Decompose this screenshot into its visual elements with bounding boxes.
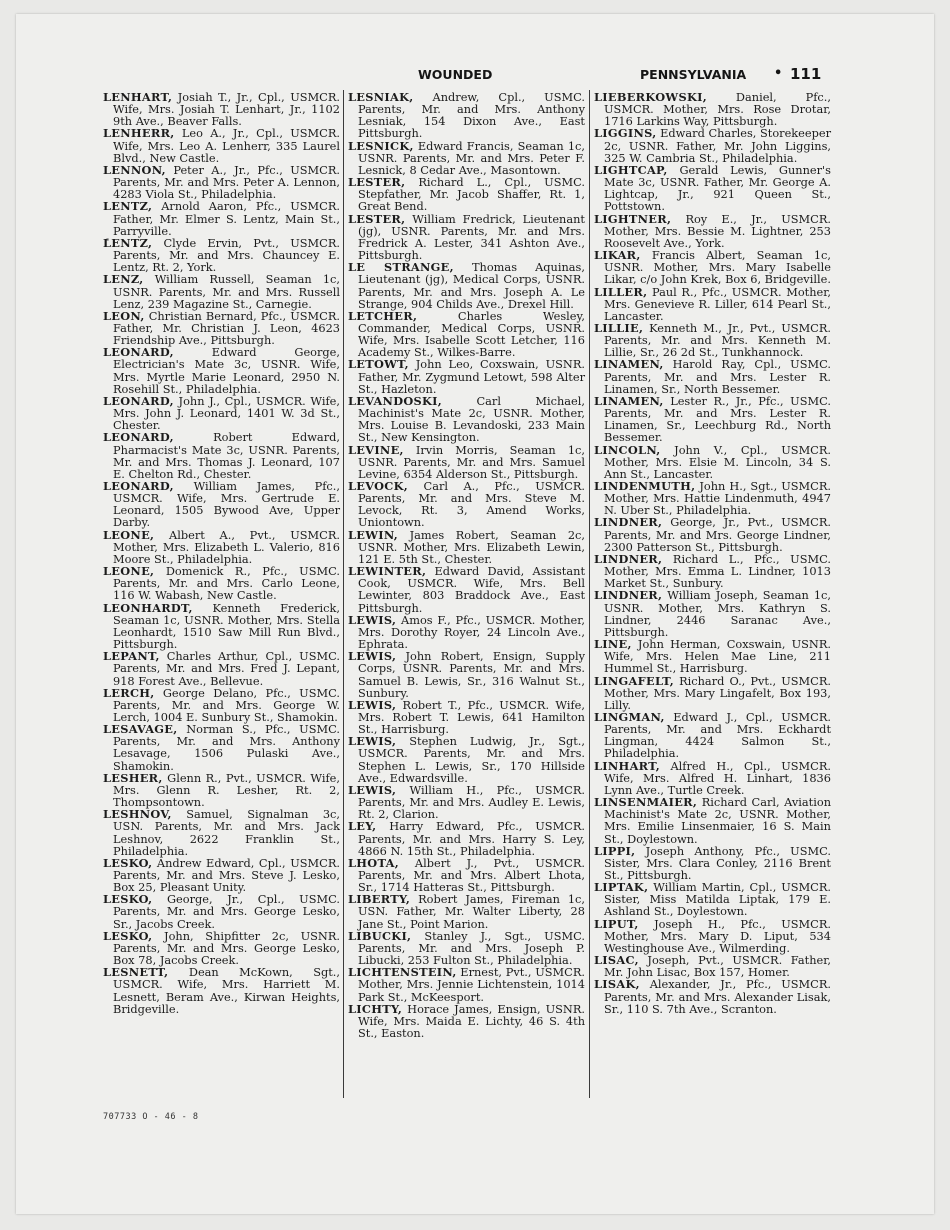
entry-surname: LESTER,	[348, 175, 406, 190]
casualty-entry	[348, 735, 585, 784]
entry-details: Richard O., Pvt., USMCR. Mother, Mrs. Mary Lingafelt, Box 193, Lilly.	[604, 673, 831, 712]
entry-surname: LEY,	[348, 819, 377, 834]
entry-details: Daniel, Pfc., USMCR. Mother, Mrs. Rose Drotar, 1716 Larkins Way, Pittsburgh.	[604, 90, 831, 129]
entry-surname: LESHER,	[103, 770, 163, 785]
entry-details: Stephen Ludwig, Jr., Sgt., USMCR. Parents, Mr. and Mrs. Stephen L. Lewis, Sr., 170 Hillside Ave., Edwardsville.	[358, 734, 585, 785]
entry-details: Christian Bernard, Pfc., USMCR. Father, Mr. Christian J. Leon, 4623 Friendship Ave., Pittsburgh.	[113, 308, 341, 348]
entry-surname: LIGHTCAP,	[594, 162, 668, 177]
casualty-entry	[348, 784, 585, 820]
entry-details: Robert James, Fireman 1c, USN. Father, Mr. Walter Liberty, 28 Jane St., Point Marion.	[358, 892, 585, 931]
casualty-entry	[348, 310, 585, 359]
casualty-entry	[348, 1003, 585, 1039]
entry-surname: LENHART,	[103, 90, 173, 104]
entry-details: Carl Michael, Machinist's Mate 2c, USNR. Mother, Mrs. Louise B. Levandoski, 233 Main St., New Kensington.	[358, 393, 585, 445]
casualty-entry	[348, 565, 585, 614]
column-1	[103, 91, 340, 1015]
casualty-entry	[103, 602, 340, 651]
entry-surname: LINDENMUTH,	[594, 479, 696, 493]
casualty-entry	[103, 237, 340, 273]
entry-surname: LEONE,	[103, 564, 155, 579]
entry-surname: LIGGINS,	[594, 126, 657, 141]
entry-details: William Martin, Cpl., USMCR. Sister, Miss Matilda Liptak, 179 E. Ashland St., Doylestown.	[604, 880, 832, 919]
entry-details: Paul R., Pfc., USMCR. Mother, Mrs. Genevieve R. Liller, 614 Pearl St., Lancaster.	[604, 284, 832, 323]
entry-surname: LINDNER,	[594, 551, 663, 566]
entry-surname: LESKO,	[103, 892, 153, 907]
entry-details: Lester R., Jr., Pfc., USMC. Parents, Mr. and Mrs. Lester R. Linamen, Sr., Leechburg Rd., North Bessemer.	[604, 393, 831, 445]
entry-surname: LESNETT,	[103, 965, 169, 980]
entry-details: John H., Sgt., USMCR. Mother, Mrs. Hattie Lindenmuth, 4947 N. Uber St., Philadelphia.	[604, 479, 831, 518]
column-3	[594, 91, 831, 1015]
entry-surname: LINAMEN,	[594, 357, 664, 372]
entry-details: Kenneth M., Jr., Pvt., USMCR. Parents, Mr. and Mrs. Kenneth M. Lillie, Sr., 26 2d St., Tunkhannock.	[604, 320, 832, 360]
entry-details: Arnold Aaron, Pfc., USMCR. Father, Mr. Elmer S. Lentz, Main St., Parryville.	[113, 199, 340, 238]
section-title: WOUNDED	[418, 67, 493, 82]
entry-surname: LEWIN,	[348, 527, 399, 542]
casualty-entry	[103, 200, 340, 236]
entry-details: Carl A., Pfc., USMCR. Parents, Mr. and Mrs. Steve M. Levock, Rt. 3, Amend Works, Uniontown.	[358, 479, 586, 530]
entry-surname: LENNON,	[103, 162, 166, 177]
casualty-entry	[594, 286, 831, 322]
entry-surname: LESNIAK,	[348, 90, 414, 104]
casualty-entry	[348, 358, 585, 394]
entry-surname: LEVANDOSKI,	[348, 393, 443, 408]
casualty-entry	[594, 358, 831, 394]
casualty-entry	[594, 164, 831, 213]
entry-details: George Delano, Pfc., USMC. Parents, Mr. and Mrs. George W. Lerch, 1004 E. Sunbury St., Shamokin.	[113, 685, 341, 724]
entry-surname: LINCOLN,	[594, 442, 661, 457]
casualty-entry	[103, 529, 340, 565]
entry-details: Norman S., Pfc., USMC. Parents, Mr. and Mrs. Anthony Lesavage, 1506 Pulaski Ave., Shamokin.	[113, 722, 341, 773]
entry-details: Andrew, Cpl., USMC. Parents, Mr. and Mrs. Anthony Lesniak, 154 Dixon Ave., East Pittsburgh.	[358, 90, 586, 141]
entry-surname: LENHERR,	[103, 126, 175, 141]
casualty-entry	[103, 893, 340, 929]
entry-surname: LINGMAN,	[594, 709, 665, 724]
entry-surname: LESTER,	[348, 211, 406, 226]
casualty-entry	[103, 273, 340, 309]
casualty-entry	[348, 213, 585, 262]
entry-surname: LINHART,	[594, 758, 660, 773]
entry-details: Edward George, Electrician's Mate 3c, USNR. Wife, Mrs. Myrtle Marie Leonard, 2950 N. Rosehill St., Philadelphia.	[113, 345, 340, 396]
entry-details: John, Shipfitter 2c, USNR. Parents, Mr. and Mrs. George Lesko, Box 78, Jacobs Creek.	[113, 928, 341, 968]
entry-details: George, Jr., Cpl., USMC. Parents, Mr. and Mrs. George Lesko, Sr., Jacobs Creek.	[113, 892, 341, 931]
entry-details: William Russell, Seaman 1c, USNR. Parents, Mr. and Mrs. Russell Lenz, 239 Magazine St., Carnegie.	[113, 272, 341, 311]
entry-surname: LICHTY,	[348, 1001, 403, 1016]
page-number: 111	[790, 65, 822, 83]
entry-details: John Robert, Ensign, Supply Corps, USNR. Parents, Mr. and Mrs. Samuel B. Lewis, Sr., 316 Walnut St., Sunbury.	[358, 649, 586, 700]
entry-surname: LESNICK,	[348, 138, 414, 153]
entry-details: Alfred H., Cpl., USMCR. Wife, Mrs. Alfred H. Linhart, 1836 Lynn Ave., Turtle Creek.	[604, 758, 831, 797]
entry-surname: LIBUCKI,	[348, 928, 412, 943]
entry-details: Peter A., Jr., Pfc., USMCR. Parents, Mr. and Mrs. Peter A. Lennon, 4283 Viola St., Philadelphia.	[113, 162, 340, 202]
entry-details: Amos F., Pfc., USMCR. Mother, Mrs. Dorothy Royer, 24 Lincoln Ave., Ephrata.	[358, 612, 585, 652]
casualty-entry	[103, 650, 340, 686]
casualty-entry	[103, 930, 340, 966]
entry-surname: LEPANT,	[103, 649, 160, 664]
entry-surname: LEWIS,	[348, 697, 397, 712]
casualty-entry	[594, 760, 831, 796]
entry-surname: LINDNER,	[594, 515, 663, 530]
entry-details: William Joseph, Seaman 1c, USNR. Mother, Mrs. Kathryn S. Lindner, 2446 Saranac Ave., Pittsburgh.	[604, 588, 831, 639]
entry-details: Albert A., Pvt., USMCR. Mother, Mrs. Elizabeth L. Valerio, 816 Moore St., Philadelphia.	[113, 527, 340, 566]
entry-surname: LETCHER,	[348, 308, 418, 323]
entry-details: Andrew Edward, Cpl., USMCR. Parents, Mr. and Mrs. Steve J. Lesko, Box 25, Pleasant Unity.	[113, 855, 340, 895]
casualty-entry	[348, 820, 585, 856]
casualty-entry	[594, 711, 831, 760]
entry-surname: LESKO,	[103, 855, 153, 870]
entry-surname: LINE,	[594, 637, 632, 652]
casualty-entry	[103, 808, 340, 857]
entry-details: Edward Charles, Storekeeper 2c, USNR. Father, Mr. John Liggins, 325 W. Cambria St., Philadelphia.	[604, 126, 832, 165]
entry-details: Stanley J., Sgt., USMC. Parents, Mr. and Mrs. Joseph P. Libucki, 253 Fulton St., Philadelphia.	[358, 928, 585, 968]
entry-surname: LHOTA,	[348, 855, 399, 870]
entry-surname: LIBERTY,	[348, 892, 411, 907]
casualty-entry	[594, 845, 831, 881]
entry-surname: LETOWT,	[348, 357, 409, 372]
entry-surname: LEWIS,	[348, 782, 397, 797]
entry-surname: LEWIS,	[348, 612, 397, 627]
casualty-entry	[103, 310, 340, 346]
column-rule	[343, 90, 344, 1098]
casualty-entry	[103, 127, 340, 163]
entry-details: Joseph, Pvt., USMCR. Father, Mr. John Lisac, Box 157, Homer.	[604, 953, 831, 980]
entry-details: John J., Cpl., USMCR. Wife, Mrs. John J. Leonard, 1401 W. 3d St., Chester.	[113, 393, 341, 433]
casualty-entry	[348, 857, 585, 893]
casualty-entry	[103, 164, 340, 200]
casualty-entry	[594, 954, 831, 978]
casualty-entry	[594, 589, 831, 638]
casualty-entry	[348, 930, 585, 966]
entry-details: Robert Edward, Pharmacist's Mate 3c, USNR. Parents, Mr. and Mrs. Thomas J. Leonard, 107 E. Chelton Rd., Chester.	[113, 430, 340, 481]
entry-details: George, Jr., Pvt., USMCR. Parents, Mr. and Mrs. George Lindner, 2300 Patterson St., Pittsburgh.	[604, 515, 831, 554]
casualty-entry	[348, 140, 585, 176]
entry-surname: LISAC,	[594, 953, 639, 968]
casualty-entry	[594, 638, 831, 674]
casualty-entry	[594, 553, 831, 589]
casualty-entry	[594, 881, 831, 917]
page-header	[0, 67, 950, 85]
entry-surname: LEVINE,	[348, 442, 404, 457]
casualty-entry	[594, 444, 831, 480]
entry-details: John V., Cpl., USMCR. Mother, Mrs. Elsie M. Lincoln, 34 S. Ann St., Lancaster.	[604, 442, 832, 481]
column-rule	[589, 90, 590, 1098]
casualty-entry	[348, 614, 585, 650]
entry-details: Robert T., Pfc., USMCR. Wife, Mrs. Robert T. Lewis, 641 Hamilton St., Harrisburg.	[358, 697, 585, 737]
entry-surname: LESHNOV,	[103, 807, 172, 822]
casualty-entry	[103, 431, 340, 480]
entry-surname: LEWIS,	[348, 649, 397, 664]
entry-surname: LIPPI,	[594, 843, 636, 858]
entry-details: Leo A., Jr., Cpl., USMCR. Wife, Mrs. Leo A. Lenherr, 335 Laurel Blvd., New Castle.	[113, 126, 340, 165]
casualty-entry	[594, 395, 831, 444]
casualty-entry	[348, 893, 585, 929]
casualty-entry	[348, 480, 585, 529]
entry-surname: LERCH,	[103, 685, 155, 700]
entry-details: Albert J., Pvt., USMCR. Parents, Mr. and Mrs. Albert Lhota, Sr., 1714 Hatteras St., Pittsburgh.	[358, 855, 585, 895]
entry-details: Richard L., Pfc., USMC. Mother, Mrs. Emma L. Lindner, 1013 Market St., Sunbury.	[604, 551, 832, 591]
entry-details: William Fredrick, Lieutenant (jg), USNR. Parents, Mr. and Mrs. Fredrick A. Lester, 341 Ashton Ave., Pittsburgh.	[358, 211, 585, 263]
casualty-entry	[348, 261, 585, 310]
entry-details: Irvin Morris, Seaman 1c, USNR. Parents, Mr. and Mrs. Samuel Levine, 6354 Alderson St., Pittsburgh.	[358, 442, 585, 481]
entry-surname: LEWINTER,	[348, 564, 427, 579]
casualty-entry	[594, 249, 831, 285]
casualty-entry	[103, 565, 340, 601]
casualty-entry	[594, 480, 831, 516]
entry-surname: LIKAR,	[594, 248, 641, 263]
entry-details: Edward J., Cpl., USMCR. Parents, Mr. and Mrs. Eckhardt Lingman, 4424 Salmon St., Philadelphia.	[604, 709, 831, 761]
entry-details: William H., Pfc., USMCR. Parents, Mr. and Mrs. Audley E. Lewis, Rt. 2, Clarion.	[358, 782, 586, 822]
entry-details: Charles Arthur, Cpl., USMC. Parents, Mr. and Mrs. Fred J. Lepant, 918 Forest Ave., Bellevue.	[113, 649, 340, 688]
casualty-entry	[103, 687, 340, 723]
entry-surname: LIEBERKOWSKI,	[594, 90, 707, 104]
casualty-entry	[348, 91, 585, 140]
entry-details: Domenick R., Pfc., USMC. Parents, Mr. and Mrs. Carlo Leone, 116 W. Wabash, New Castle.	[113, 564, 340, 603]
entry-surname: LENTZ,	[103, 199, 153, 214]
entry-details: Edward Francis, Seaman 1c, USNR. Parents, Mr. and Mrs. Peter F. Lesnick, 8 Cedar Ave., Masontown.	[358, 138, 585, 177]
entry-surname: LISAK,	[594, 977, 640, 992]
entry-details: Francis Albert, Seaman 1c, USNR. Mother, Mrs. Mary Isabelle Likar, c/o John Krek, Box 6, Bridgeville.	[604, 248, 831, 287]
casualty-entry	[594, 213, 831, 249]
casualty-entry	[348, 650, 585, 699]
entry-details: Horace James, Ensign, USNR. Wife, Mrs. Maida E. Lichty, 46 S. 4th St., Easton.	[358, 1001, 585, 1041]
casualty-entry	[103, 723, 340, 772]
entry-details: Alexander, Jr., Pfc., USMCR. Parents, Mr. and Mrs. Alexander Lisak, Sr., 110 S. 7th Ave., Scranton.	[604, 977, 831, 1016]
entry-surname: LE STRANGE,	[348, 260, 454, 275]
entry-details: Dean McKown, Sgt., USMCR. Wife, Mrs. Harriett M. Lesnett, Beram Ave., Kirwan Heights, Bridgeville.	[113, 965, 340, 1016]
casualty-entry	[594, 675, 831, 711]
entry-surname: LEONARD,	[103, 479, 174, 493]
entry-details: Harry Edward, Pfc., USMCR. Parents, Mr. and Mrs. Harry S. Ley, 4866 N. 15th St., Philadelphia.	[358, 819, 586, 858]
state-title: PENNSYLVANIA	[640, 67, 747, 82]
casualty-entry	[103, 395, 340, 431]
entry-details: Richard L., Cpl., USMC. Stepfather, Mr. Jacob Shaffer, Rt. 1, Great Bend.	[358, 175, 585, 214]
casualty-entry	[348, 176, 585, 212]
casualty-entry	[103, 857, 340, 893]
casualty-entry	[103, 346, 340, 395]
entry-details: Richard Carl, Aviation Machinist's Mate 2c, USNR. Mother, Mrs. Emilie Linsenmaier, 16 S. Main St., Doylestown.	[604, 795, 831, 846]
entry-details: Josiah T., Jr., Cpl., USMCR. Wife, Mrs. Josiah T. Lenhart, Jr., 1102 9th Ave., Beaver Falls.	[113, 90, 341, 129]
entry-surname: LIPUT,	[594, 916, 639, 931]
entry-details: John Leo, Coxswain, USNR. Father, Mr. Zygmund Letowt, 598 Alter St., Hazleton.	[358, 357, 585, 396]
header-bullet: •	[774, 66, 783, 81]
entry-details: William James, Pfc., USMCR. Wife, Mrs. Gertrude E. Leonard, 1505 Bywood Ave, Upper Darby.	[113, 479, 340, 530]
casualty-entry	[594, 322, 831, 358]
entry-details: James Robert, Seaman 2c, USNR. Mother, Mrs. Elizabeth Lewin, 121 E. 5th St., Chester.	[358, 527, 585, 566]
casualty-entry	[594, 127, 831, 163]
entry-surname: LENZ,	[103, 272, 144, 287]
entry-surname: LINSENMAIER,	[594, 795, 698, 810]
entry-surname: LICHTENSTEIN,	[348, 965, 457, 980]
entry-details: Harold Ray, Cpl., USMC. Parents, Mr. and Mrs. Lester R. Linamen, Sr., North Bessemer.	[604, 357, 831, 396]
entry-details: Edward David, Assistant Cook, USMCR. Wife, Mrs. Bell Lewinter, 803 Braddock Ave., East Pittsburgh.	[358, 564, 585, 615]
entry-surname: LEVOCK,	[348, 479, 409, 493]
entry-surname: LENTZ,	[103, 235, 153, 250]
entry-details: Gerald Lewis, Gunner's Mate 3c, USNR. Father, Mr. George A. Lightcap, Jr., 921 Queen St., Pottstown.	[604, 162, 831, 214]
entry-details: Samuel, Signalman 3c, USN. Parents, Mr. and Mrs. Jack Leshnov, 2622 Franklin St., Philadelphia.	[113, 807, 340, 858]
entry-surname: LEONARD,	[103, 430, 174, 445]
entry-surname: LINDNER,	[594, 588, 663, 603]
casualty-entry	[594, 516, 831, 552]
print-code: 707733 O - 46 - 8	[103, 1112, 199, 1122]
casualty-entry	[103, 91, 340, 127]
entry-surname: LEONARD,	[103, 345, 174, 360]
casualty-entry	[103, 480, 340, 529]
casualty-entry	[348, 966, 585, 1002]
entry-details: Joseph H., Pfc., USMCR. Mother, Mrs. Mary D. Liput, 534 Westinghouse Ave., Wilmerding.	[604, 916, 831, 955]
entry-details: Glenn R., Pvt., USMCR. Wife, Mrs. Glenn R. Lesher, Rt. 2, Thompsontown.	[113, 770, 340, 810]
entry-details: Thomas Aquinas, Lieutenant (jg), Medical Corps, USNR. Parents, Mr. and Mrs. Joseph A. Le Strange, 904 Childs Ave., Drexel Hill.	[358, 260, 585, 311]
entry-surname: LEWIS,	[348, 734, 397, 749]
casualty-entry	[348, 699, 585, 735]
entry-surname: LIPTAK,	[594, 880, 649, 895]
entry-surname: LESKO,	[103, 928, 153, 943]
casualty-entry	[103, 772, 340, 808]
casualty-entry	[594, 918, 831, 954]
casualty-entry	[348, 395, 585, 444]
casualty-entry	[348, 529, 585, 565]
entry-details: John Herman, Coxswain, USNR. Wife, Mrs. Helen Mae Line, 211 Hummel St., Harrisburg.	[604, 637, 831, 676]
entry-surname: LEONHARDT,	[103, 600, 193, 615]
entry-surname: LILLIE,	[594, 320, 644, 335]
casualty-entry	[348, 444, 585, 480]
casualty-entry	[594, 91, 831, 127]
entry-details: Ernest, Pvt., USMCR. Mother, Mrs. Jennie Lichtenstein, 1014 Park St., McKeesport.	[358, 965, 585, 1004]
entry-details: Charles Wesley, Commander, Medical Corps, USNR. Wife, Mrs. Isabelle Scott Letcher, 116 Academy St., Wilkes-Barre.	[358, 308, 585, 360]
entry-details: Kenneth Frederick, Seaman 1c, USNR. Mother, Mrs. Stella Leonhardt, 1510 Saw Mill Run Blvd., Pittsburgh.	[113, 600, 340, 652]
entry-surname: LINGAFELT,	[594, 673, 675, 688]
entry-surname: LILLER,	[594, 284, 648, 299]
entry-surname: LINAMEN,	[594, 393, 664, 408]
entry-surname: LEON,	[103, 308, 145, 323]
casualty-entry	[103, 966, 340, 1015]
entry-surname: LIGHTNER,	[594, 211, 672, 226]
entry-details: Joseph Anthony, Pfc., USMC. Sister, Mrs. Clara Conley, 2116 Brent St., Pittsburgh.	[604, 843, 832, 882]
entry-details: Clyde Ervin, Pvt., USMCR. Parents, Mr. and Mrs. Chauncey E. Lentz, Rt. 2, York.	[113, 235, 340, 275]
column-2	[348, 91, 585, 1039]
entry-surname: LESAVAGE,	[103, 722, 178, 737]
casualty-entry	[594, 796, 831, 845]
casualty-entry	[594, 978, 831, 1014]
entry-surname: LEONE,	[103, 527, 155, 542]
entry-details: Roy E., Jr., USMCR. Mother, Mrs. Bessie M. Lightner, 253 Roosevelt Ave., York.	[604, 211, 832, 250]
entry-surname: LEONARD,	[103, 393, 174, 408]
